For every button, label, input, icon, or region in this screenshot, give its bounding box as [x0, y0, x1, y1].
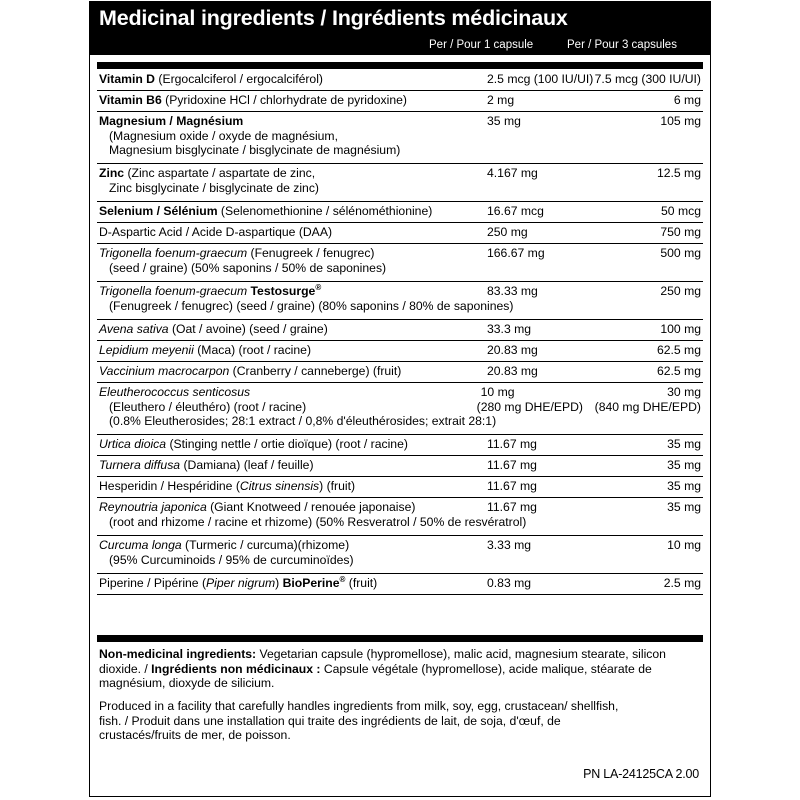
- amount-per-1-capsule: 11.67 mg: [487, 437, 537, 451]
- amount-per-3-capsules: 6 mg: [673, 93, 701, 107]
- ingredient-name: Piperine / Pipérine (Piper nigrum) BioPerine® (fruit): [99, 574, 378, 590]
- amount-per-3-capsules: 100 mg: [660, 322, 701, 336]
- ingredient-row: [97, 477, 703, 498]
- ingredient-name: Lepidium meyenii (Maca) (root / racine): [99, 343, 312, 357]
- nonmed-label-fr: Ingrédients non médicinaux :: [151, 661, 321, 676]
- amount-per-3-capsules: 35 mg: [667, 479, 701, 493]
- amount-per-1-capsule: 166.67 mg: [487, 246, 545, 260]
- ingredient-row: [97, 574, 703, 595]
- amount-per-3-capsules: 35 mg: [667, 458, 701, 472]
- ingredient-row: [97, 70, 703, 91]
- ingredient-name: Hesperidin / Hespéridine (Citrus sinensis) (fruit): [99, 479, 356, 493]
- ingredient-name: Curcuma longa (Turmeric / curcuma)(rhizome) (95% Curcuminoids / 95% de curcuminoïdes): [99, 538, 354, 567]
- amount-per-3-capsules: 105 mg: [660, 114, 701, 128]
- amount-per-1-capsule: 11.67 mg: [487, 479, 537, 493]
- part-number: PN LA-24125CA 2.00: [583, 767, 699, 781]
- panel-title: Medicinal ingredients / Ingrédients médicinaux: [99, 6, 568, 30]
- ingredient-row: [97, 536, 703, 574]
- bottom-thick-rule: [97, 635, 703, 642]
- ingredient-name: Urtica dioica (Stinging nettle / ortie dioïque) (root / racine): [99, 437, 408, 451]
- amount-per-1-capsule: 2.5 mcg (100 IU/UI): [487, 72, 594, 86]
- amount-per-3-capsules: 35 mg: [667, 437, 701, 451]
- amount-per-3-capsules: 500 mg: [660, 246, 701, 260]
- ingredient-name: Avena sativa (Oat / avoine) (seed / graine): [99, 322, 328, 336]
- amount-per-3-capsules: 12.5 mg: [656, 166, 701, 180]
- ingredient-row: [97, 202, 703, 223]
- allergen-statement: Produced in a facility that carefully handles ingredients from milk, soy, egg, crustacean/ shellfish, fish. / Produit dans une installation qui traite des ingrédients de lait, de soja, d'œuf, de crustacés/fruits de mer, de poisson.: [99, 699, 619, 743]
- amount-per-1-capsule: 0.83 mg: [487, 576, 532, 590]
- panel-header: [90, 2, 710, 55]
- ingredient-name: Reynoutria japonica (Giant Knotweed / renouée japonaise) (root and rhizome / racine et rhizome) (50% Resveratrol / 50% de resvératrol): [99, 500, 527, 529]
- amount-per-1-capsule: 11.67 mg: [487, 458, 537, 472]
- non-medicinal-ingredients: [99, 647, 703, 691]
- ingredient-row: [97, 362, 703, 383]
- ingredient-name: Turnera diffusa (Damiana) (leaf / feuille): [99, 458, 314, 472]
- amount-per-1-capsule: 83.33 mg: [487, 284, 538, 298]
- amount-per-1-capsule: 20.83 mg: [487, 364, 538, 378]
- amount-per-1-capsule: 2 mg: [487, 93, 515, 107]
- per-1-capsule-heading: Per / Pour 1 capsule: [429, 39, 534, 51]
- nonmed-label-en: Non-medicinal ingredients:: [99, 647, 257, 661]
- ingredient-row: [97, 223, 703, 244]
- amount-per-1-capsule: 33.3 mg: [487, 322, 532, 336]
- amount-per-3-capsules: 250 mg: [660, 284, 701, 298]
- amount-per-3-capsules: 7.5 mcg (300 IU/UI): [594, 72, 701, 86]
- ingredient-row: [97, 320, 703, 341]
- per-3-capsules-heading: Per / Pour 3 capsules: [567, 39, 677, 51]
- ingredient-name: Selenium / Sélénium (Selenomethionine / sélénométhionine): [99, 204, 433, 218]
- amount-per-3-capsules: 62.5 mg: [656, 364, 701, 378]
- ingredient-row: [97, 383, 703, 435]
- ingredient-row: [97, 164, 703, 202]
- ingredient-name: Zinc (Zinc aspartate / aspartate de zinc, Zinc bisglycinate / bisglycinate de zinc): [99, 166, 319, 195]
- amount-per-1-capsule: 11.67 mg: [487, 500, 537, 514]
- ingredient-row: [97, 244, 703, 282]
- amount-per-3-capsules: 10 mg: [667, 538, 701, 552]
- ingredients-table: [97, 70, 703, 595]
- ingredient-name: Trigonella foenum-graecum (Fenugreek / fenugrec) (seed / graine) (50% saponins / 50% de saponines): [99, 246, 387, 275]
- top-thick-rule: [97, 62, 703, 69]
- amount-per-3-capsules: 62.5 mg: [656, 343, 701, 357]
- amount-per-3-capsules: 50 mcg: [661, 204, 701, 218]
- amount-per-1-capsule: 16.67 mcg: [487, 204, 544, 218]
- ingredient-name: Magnesium / Magnésium (Magnesium oxide / oxyde de magnésium, Magnesium bisglycinate / bisglycinate de magnésium): [99, 114, 401, 158]
- supplement-facts-panel: [89, 1, 711, 797]
- amount-per-1-capsule: 250 mg: [487, 225, 528, 239]
- nonmed-text-en: Vegetarian capsule (hypromellose), malic acid, magnesium stearate, silicon dioxide. /: [99, 647, 666, 676]
- ingredient-row: [97, 341, 703, 362]
- amount-per-3-capsules: 30 mg (840 mg DHE/EPD): [594, 385, 701, 414]
- ingredient-name: Vaccinium macrocarpon (Cranberry / canneberge) (fruit): [99, 364, 402, 378]
- amount-per-1-capsule: 35 mg: [487, 114, 521, 128]
- ingredient-row: [97, 91, 703, 112]
- ingredient-name: Eleutherococcus senticosus (Eleuthero / éleuthéro) (root / racine) (0.8% Eleutherosides; 28:1 extract / 0,8% d'éleuthérosides; extrait 28:1): [99, 385, 497, 429]
- amount-per-1-capsule: 3.33 mg: [487, 538, 532, 552]
- ingredient-name: D-Aspartic Acid / Acide D-aspartique (DAA): [99, 225, 333, 239]
- nonmed-text-fr: Capsule végétale (hypromellose), acide malique, stéarate de magnésium, dioxyde de silicium.: [99, 661, 652, 691]
- amount-per-3-capsules: 35 mg: [667, 500, 701, 514]
- ingredient-row: [97, 498, 703, 536]
- ingredient-name: Vitamin D (Ergocalciferol / ergocalciférol): [99, 72, 323, 86]
- amount-per-1-capsule: 4.167 mg: [487, 166, 538, 180]
- amount-per-3-capsules: 750 mg: [660, 225, 701, 239]
- amount-per-1-capsule: 20.83 mg: [487, 343, 538, 357]
- amount-per-1-capsule: 10 mg (280 mg DHE/EPD): [476, 385, 583, 414]
- ingredient-name: Trigonella foenum-graecum Testosurge® (Fenugreek / fenugrec) (seed / graine) (80% saponins / 80% de saponines): [99, 282, 514, 313]
- ingredient-row: [97, 435, 703, 456]
- amount-per-3-capsules: 2.5 mg: [663, 576, 701, 590]
- ingredient-row: [97, 112, 703, 164]
- ingredient-name: Vitamin B6 (Pyridoxine HCl / chlorhydrate de pyridoxine): [99, 93, 407, 107]
- ingredient-row: [97, 282, 703, 320]
- ingredient-row: [97, 456, 703, 477]
